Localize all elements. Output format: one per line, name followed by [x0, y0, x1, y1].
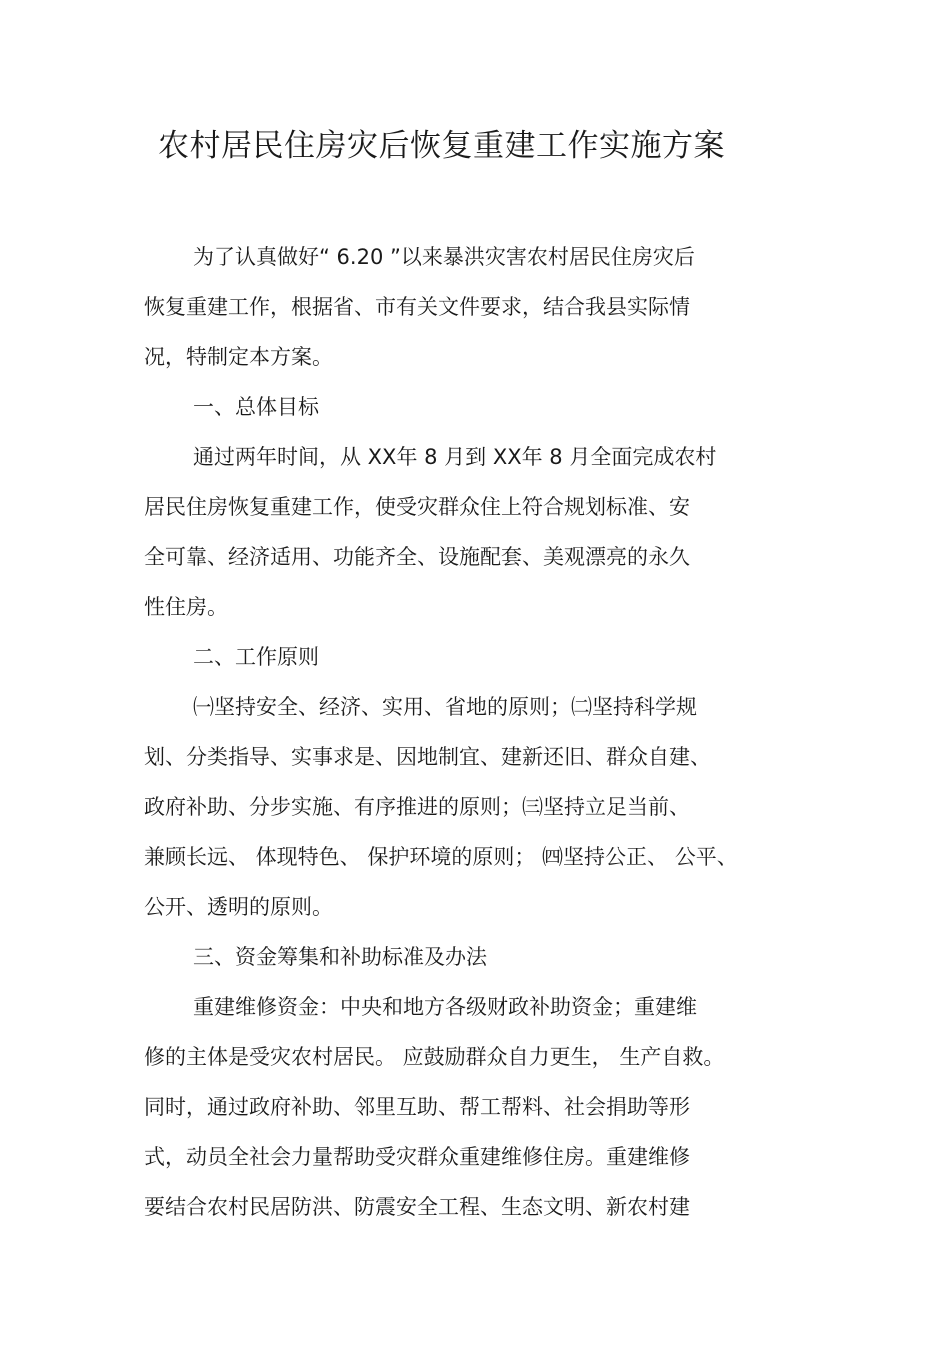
paragraph-line: 重建维修资金：中央和地方各级财政补助资金；重建维 — [193, 995, 697, 1019]
paragraph-line: 修的主体是受灾农村居民。 应鼓励群众自力更生， 生产自救。 — [144, 1045, 725, 1069]
paragraph-line: 全可靠、经济适用、功能齐全、设施配套、美观漂亮的永久 — [144, 545, 690, 569]
document-title: 农村居民住房灾后恢复重建工作实施方案 — [158, 128, 725, 164]
paragraph-line: 政府补助、分步实施、有序推进的原则；㈢坚持立足当前、 — [144, 795, 690, 819]
paragraph-line: 恢复重建工作，根据省、市有关文件要求，结合我县实际情 — [144, 295, 690, 319]
paragraph-line: ㈠坚持安全、经济、实用、省地的原则；㈡坚持科学规 — [193, 695, 697, 719]
section-heading: 一、总体目标 — [193, 395, 319, 419]
paragraph-line: 为了认真做好“ 6.20 ”以来暴洪灾害农村居民住房灾后 — [193, 245, 695, 269]
paragraph-line: 性住房。 — [144, 595, 228, 619]
paragraph-line: 要结合农村民居防洪、防震安全工程、生态文明、新农村建 — [144, 1195, 690, 1219]
paragraph-line: 居民住房恢复重建工作，使受灾群众住上符合规划标准、安 — [144, 495, 690, 519]
paragraph-line: 况，特制定本方案。 — [144, 345, 333, 369]
section-heading: 二、工作原则 — [193, 645, 319, 669]
paragraph-line: 通过两年时间，从 XX年 8 月到 XX年 8 月全面完成农村 — [193, 445, 717, 469]
paragraph-line: 划、分类指导、实事求是、因地制宜、建新还旧、群众自建、 — [144, 745, 711, 769]
paragraph-line: 式，动员全社会力量帮助受灾群众重建维修住房。重建维修 — [144, 1145, 690, 1169]
paragraph-line: 兼顾长远、 体现特色、 保护环境的原则； ㈣坚持公正、 公平、 — [144, 845, 738, 869]
section-heading: 三、资金筹集和补助标准及办法 — [193, 945, 487, 969]
paragraph-line: 公开、透明的原则。 — [144, 895, 333, 919]
paragraph-line: 同时，通过政府补助、邻里互助、帮工帮料、社会捐助等形 — [144, 1095, 690, 1119]
